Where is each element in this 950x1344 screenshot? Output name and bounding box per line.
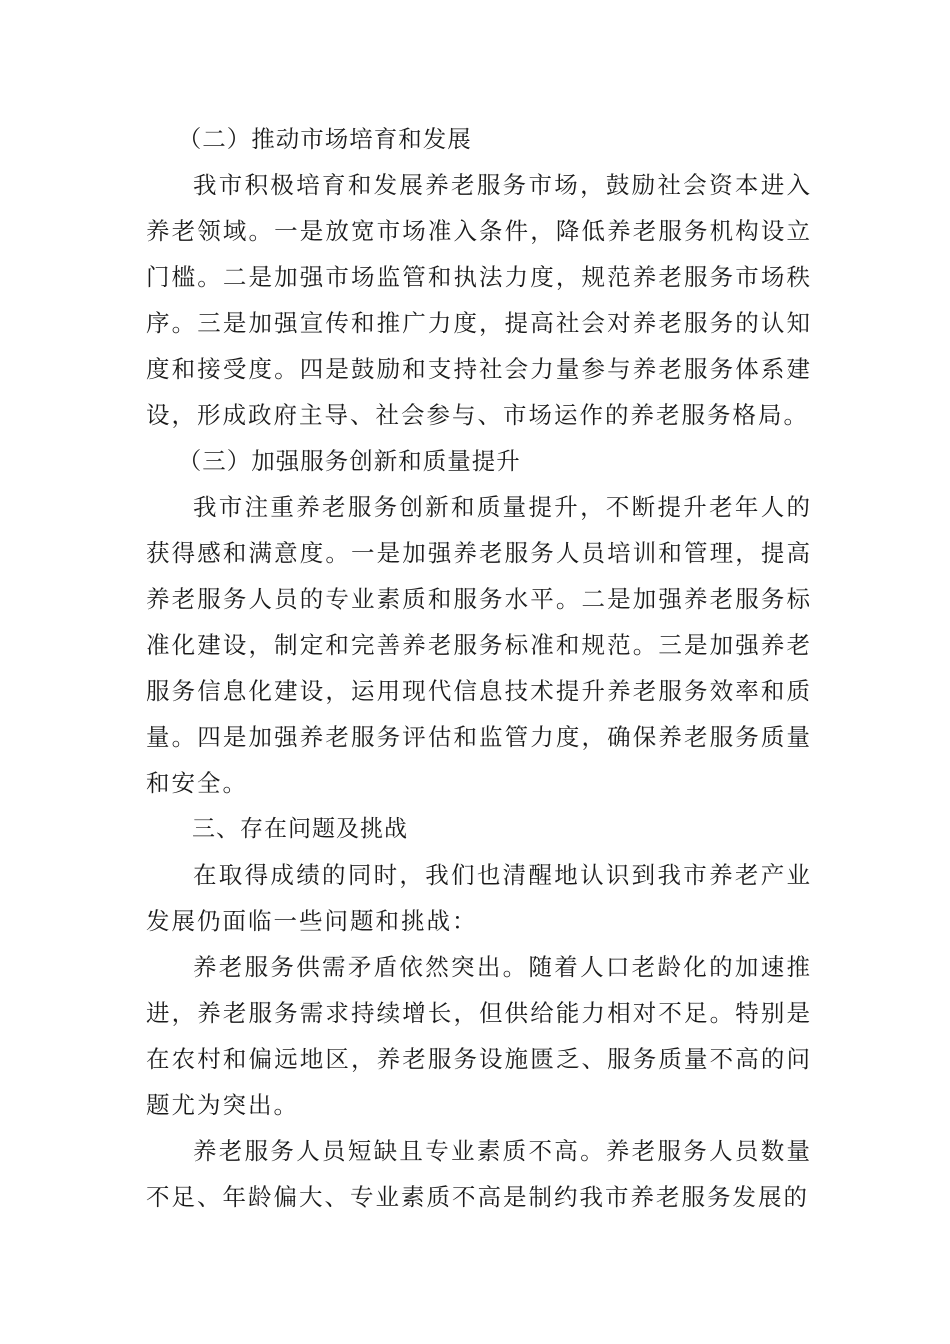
paragraph: 养老服务人员短缺且专业素质不高。养老服务人员数量不足、年龄偏大、专业素质不高是制约我市养老服务发展的 — [146, 1137, 812, 1211]
paragraph: 我市注重养老服务创新和质量提升，不断提升老年人的获得感和满意度。一是加强养老服务人员培训和管理，提高养老服务人员的专业素质和服务水平。二是加强养老服务标准化建设，制定和完善养老服务标准和规范。三是加强养老服务信息化建设，运用现代信息技术提升养老服务效率和质量。四是加强养老服务评估和监管力度，确保养老服务质量和安全。 — [146, 493, 812, 797]
section-heading-2: （二）推动市场培育和发展 — [177, 125, 472, 153]
document-body — [146, 116, 812, 1220]
paragraph: 在取得成绩的同时，我们也清醒地认识到我市养老产业发展仍面临一些问题和挑战： — [146, 861, 812, 935]
paragraph: 我市积极培育和发展养老服务市场，鼓励社会资本进入养老领域。一是放宽市场准入条件，降低养老服务机构设立门槛。二是加强市场监管和执法力度，规范养老服务市场秩序。三是加强宣传和推广力度，提高社会对养老服务的认知度和接受度。四是鼓励和支持社会力量参与养老服务体系建设，形成政府主导、社会参与、市场运作的养老服务格局。 — [146, 171, 812, 429]
paragraph: 养老服务供需矛盾依然突出。随着人口老龄化的加速推进，养老服务需求持续增长，但供给能力相对不足。特别是在农村和偏远地区，养老服务设施匮乏、服务质量不高的问题尤为突出。 — [146, 953, 812, 1119]
section-heading-3: （三）加强服务创新和质量提升 — [177, 447, 521, 475]
chapter-heading-problems: 三、存在问题及挑战 — [192, 816, 408, 842]
